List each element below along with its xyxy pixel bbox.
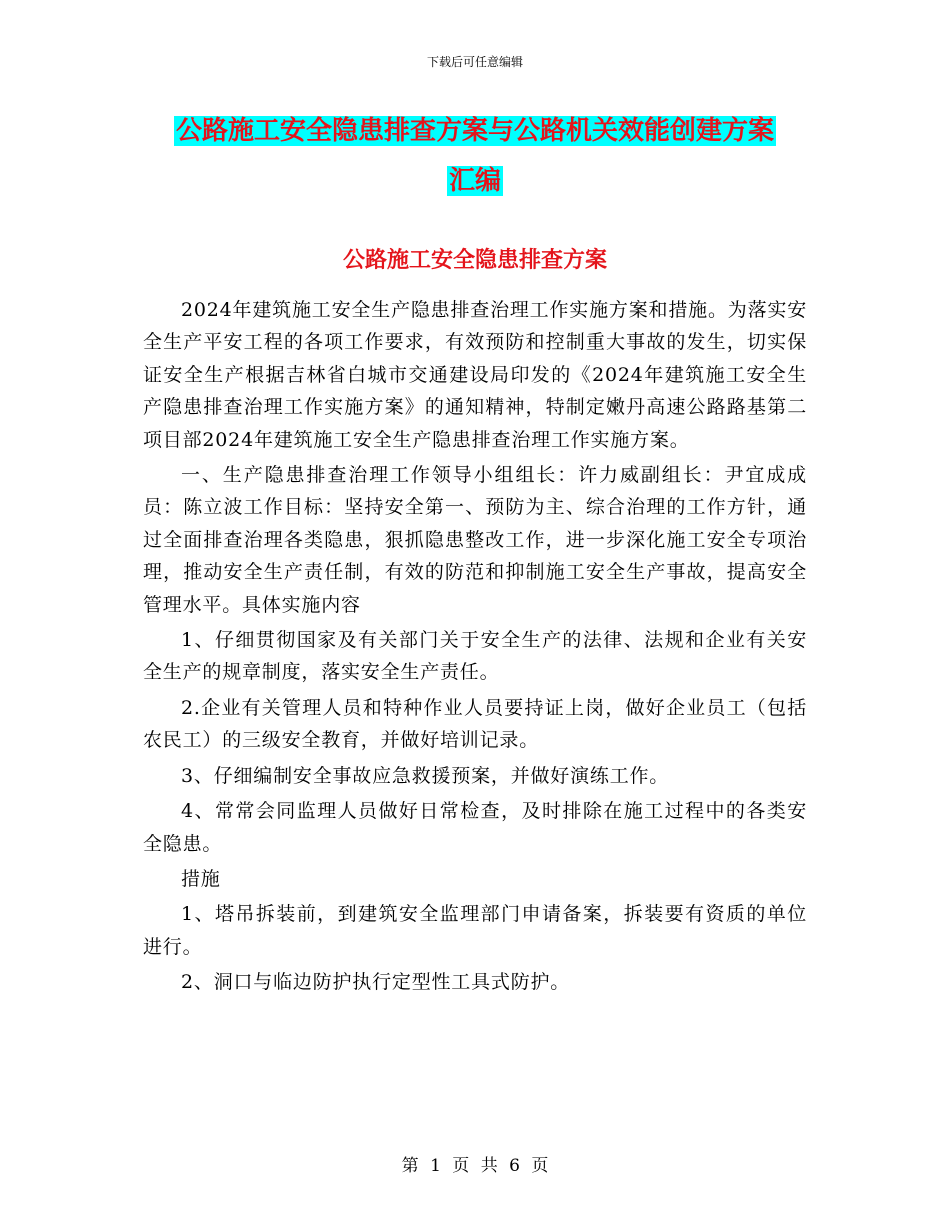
paragraph: 4、常常会同监理人员做好日常检查，及时排除在施工过程中的各类安全隐患。 (143, 800, 807, 855)
page-header-note: 下载后可任意编辑 (426, 55, 523, 69)
section-title: 公路施工安全隐患排查方案 (342, 248, 607, 273)
paragraph: 2.企业有关管理人员和特种作业人员要持证上岗，做好企业员工（包括农民工）的三级安全教育，并做好培训记录。 (143, 696, 807, 752)
page-number: 第 1 页 共 6 页 (401, 1156, 549, 1176)
paragraph: 1、塔吊拆装前，到建筑安全监理部门申请备案，拆装要有资质的单位进行。 (143, 903, 807, 958)
document-title (140, 106, 810, 206)
paragraph: 3、仔细编制安全事故应急救援预案，并做好演练工作。 (181, 764, 670, 787)
document-body (143, 294, 807, 1002)
paragraph: 2、洞口与临边防护执行定型性工具式防护。 (181, 971, 571, 994)
document-title-line-2: 汇编 (448, 166, 501, 196)
paragraph: 一、生产隐患排查治理工作领导小组组长：许力威副组长：尹宜成成员：陈立波工作目标：坚持安全第一、预防为主、综合治理的工作方针，通过全面排查治理各类隐患，狠抓隐患整改工作，进一步深化施工安全专项治理，推动安全生产责任制，有效的防范和抑制施工安全生产事故，提高安全管理水平。具体实施内容 (143, 464, 807, 616)
document-title-line-1: 公路施工安全隐患排查方案与公路机关效能创建方案 (175, 116, 774, 146)
paragraph: 1、仔细贯彻国家及有关部门关于安全生产的法律、法规和企业有关安全生产的规章制度，落实安全生产责任。 (143, 629, 807, 684)
paragraph: 措施 (181, 867, 221, 890)
paragraph: 2024年建筑施工安全生产隐患排查治理工作实施方案和措施。为落实安全生产平安工程的各项工作要求，有效预防和控制重大事故的发生，切实保证安全生产根据吉林省白城市交通建设局印发的《2024年建筑施工安全生产隐患排查治理工作实施方案》的通知精神，特制定嫩丹高速公路路基第二项目部2024年建筑施工安全生产隐患排查治理工作实施方案。 (143, 299, 807, 451)
